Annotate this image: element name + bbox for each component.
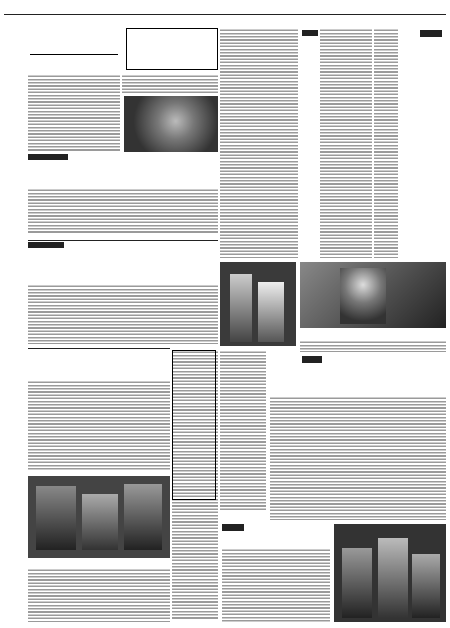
column-title-underline — [30, 54, 118, 55]
article-7-body — [220, 350, 266, 510]
article-6-photo — [300, 262, 446, 328]
bottom-right-photo-figure-1 — [342, 548, 372, 618]
photo-block-figure-1 — [36, 486, 76, 550]
article-8-kicker — [302, 356, 322, 363]
article-5-body — [374, 28, 398, 258]
article-2-body — [28, 188, 218, 234]
article-3-body — [28, 380, 170, 470]
article-9-kicker — [222, 524, 244, 531]
center-photo-figure-1 — [230, 274, 252, 342]
article-6-photo-figure — [340, 268, 386, 324]
article-4-body — [320, 28, 372, 258]
masthead — [4, 2, 446, 14]
article-1-body — [28, 284, 218, 344]
photo-block — [28, 476, 170, 558]
article-3-rule — [28, 348, 170, 349]
center-photo — [220, 262, 296, 346]
bottom-left-body — [28, 568, 170, 622]
center-photo-figure-2 — [258, 282, 284, 342]
article-4-kicker — [302, 30, 318, 36]
article-9-body — [222, 548, 330, 622]
body-text-intro — [28, 74, 120, 152]
slogan-box — [126, 28, 218, 70]
article-1-kicker — [28, 242, 64, 248]
center-body-top — [220, 28, 298, 258]
article-7-header — [172, 350, 216, 500]
body-text-intro-2 — [122, 74, 218, 94]
article-8-body — [270, 396, 446, 520]
article-1-rule — [28, 240, 218, 241]
article-5-kicker — [420, 30, 442, 37]
column-header — [28, 30, 138, 70]
article-6-body — [300, 340, 446, 352]
masthead-rule — [4, 14, 446, 15]
photo-block-figure-3 — [124, 484, 162, 550]
article-2-photo — [124, 96, 218, 152]
bottom-right-photo — [334, 524, 446, 622]
bottom-right-photo-figure-2 — [378, 538, 408, 618]
article-2-kicker — [28, 154, 68, 160]
bottom-right-photo-figure-3 — [412, 554, 440, 618]
photo-block-figure-2 — [82, 494, 118, 550]
